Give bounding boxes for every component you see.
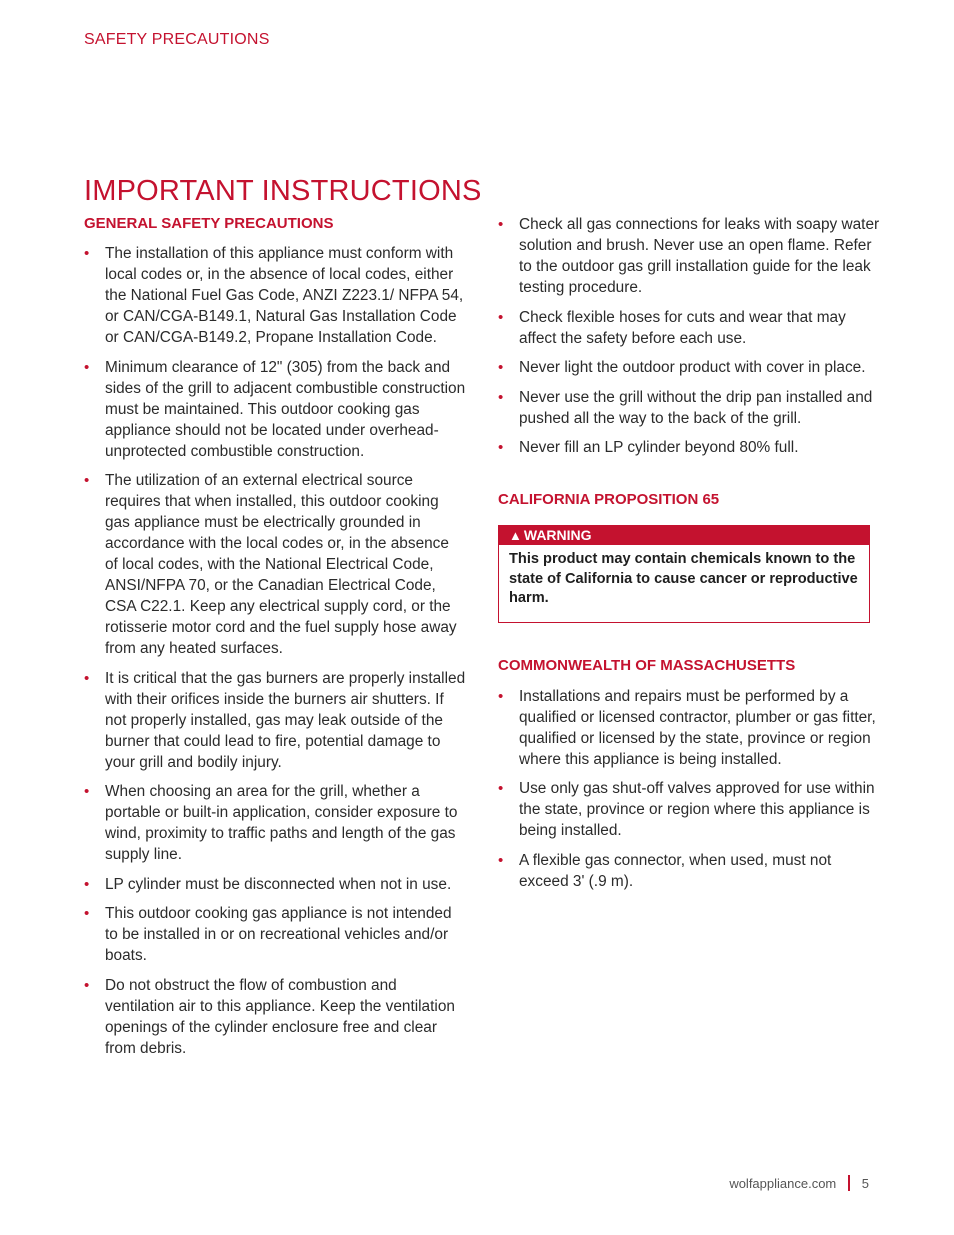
list-item: • Do not obstruct the flow of combustion and ventilation air to this appliance. Keep the ventilation openings of the cylinder enclosure free and clear from debris. (84, 975, 466, 1059)
general-safety-list (84, 243, 466, 1059)
page-number: 5 (861, 1175, 869, 1191)
page-footer (729, 1175, 869, 1191)
warning-box (498, 525, 870, 623)
warning-triangle-icon: ▲ (509, 528, 522, 543)
warning-text: This product may contain chemicals known to the state of California to cause cancer or reproductive harm. (509, 551, 858, 606)
list-item: • It is critical that the gas burners are properly installed with their orifices inside the burners air shutters. If not properly installed, gas may leak outside of the burner that could lead to fire, potential damage to your grill and bodily injury. (84, 668, 466, 773)
list-item: • Never light the outdoor product with cover in place. (498, 357, 883, 378)
massachusetts-list (498, 686, 883, 892)
list-item: • When choosing an area for the grill, whether a portable or built-in application, consider exposure to wind, proximity to traffic paths and length of the gas supply line. (84, 781, 466, 865)
massachusetts-heading: COMMONWEALTH OF MASSACHUSETTS (498, 656, 796, 674)
list-item: • LP cylinder must be disconnected when not in use. (84, 874, 466, 895)
right-column (498, 214, 883, 900)
list-item: • Never fill an LP cylinder beyond 80% full. (498, 437, 883, 458)
page-title: IMPORTANT INSTRUCTIONS (84, 175, 482, 207)
list-item: • Check all gas connections for leaks with soapy water solution and brush. Never use an open flame. Refer to the outdoor gas grill installation guide for the leak testing procedure. (498, 214, 883, 298)
warning-header (499, 526, 869, 545)
list-item: • Use only gas shut-off valves approved for use within the state, province or region where this appliance is being installed. (498, 778, 883, 841)
california-prop65-heading: CALIFORNIA PROPOSITION 65 (498, 491, 720, 508)
list-item: • The utilization of an external electrical source requires that when installed, this outdoor cooking gas appliance must be electrically grounded in accordance with the local codes or, in the absence of local codes, with the National Electrical Code, ANSI/NFPA 70, or the Canadian Electrical Code, CSA C22.1. Keep any electrical supply cord, or the rotisserie motor cord and the fuel supply hose away from any heated surfaces. (84, 470, 466, 659)
footer-divider (848, 1175, 850, 1191)
list-item: • Never use the grill without the drip pan installed and pushed all the way to the back of the grill. (498, 387, 883, 429)
list-item: • Check flexible hoses for cuts and wear that may affect the safety before each use. (498, 307, 883, 349)
footer-site-link[interactable]: wolfappliance.com (729, 1175, 837, 1191)
warning-label: WARNING (523, 527, 592, 543)
list-item: • The installation of this appliance must conform with local codes or, in the absence of local codes, either the National Fuel Gas Code, ANZI Z223.1/ NFPA 54, or CAN/CGA-B149.1, Natural Gas Installation Code or CAN/CGA-B149.2, Propane Installation Code. (84, 243, 466, 348)
list-item: • A flexible gas connector, when used, must not exceed 3' (.9 m). (498, 850, 883, 892)
general-safety-heading: GENERAL SAFETY PRECAUTIONS (84, 215, 334, 232)
running-header: SAFETY PRECAUTIONS (84, 31, 270, 48)
list-item: • Installations and repairs must be performed by a qualified or licensed contractor, plumber or gas fitter, qualified or licensed by the state, province or region where this appliance is being installed. (498, 686, 883, 770)
list-item: • Minimum clearance of 12" (305) from the back and sides of the grill to adjacent combustible construction must be maintained. This outdoor cooking gas appliance should not be located under overhead-unprotected combustible construction. (84, 357, 466, 462)
general-safety-list-continued (498, 214, 883, 458)
left-column (84, 214, 466, 1067)
list-item: • This outdoor cooking gas appliance is not intended to be installed in or on recreational vehicles and/or boats. (84, 903, 466, 966)
